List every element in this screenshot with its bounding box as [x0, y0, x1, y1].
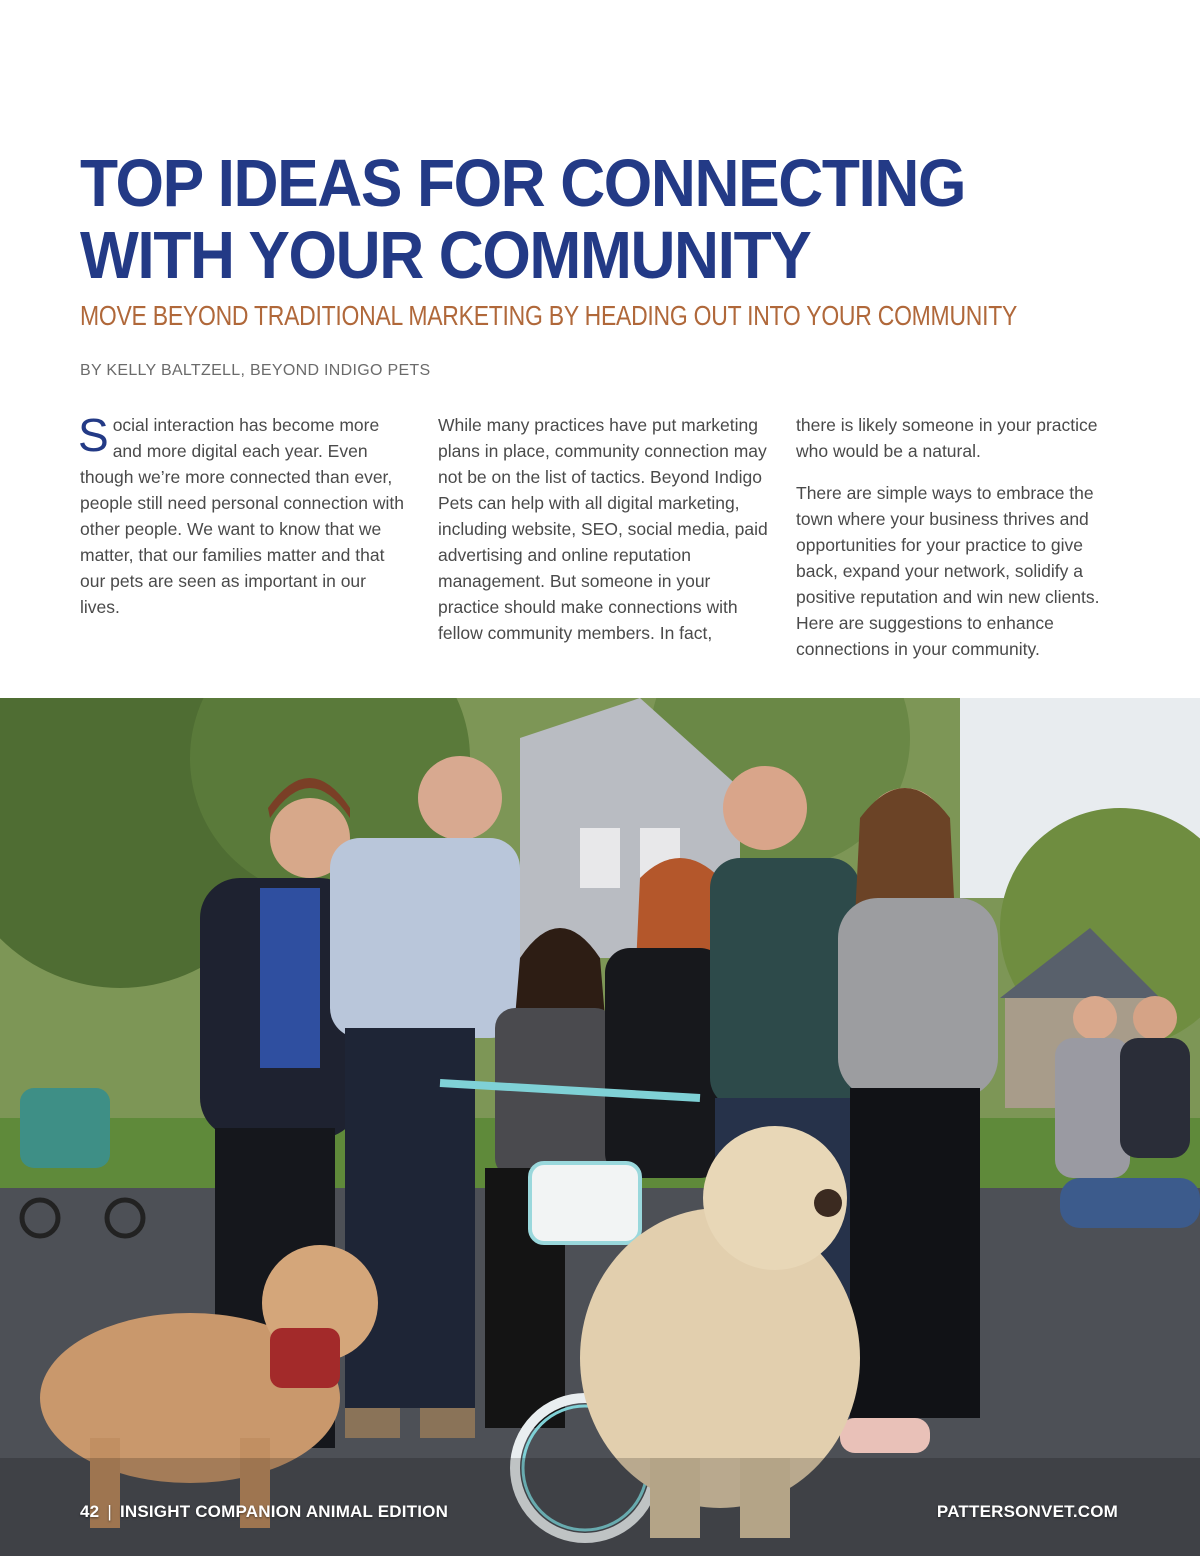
paragraph: there is likely someone in your practice who would be a natural.	[796, 415, 1098, 461]
text-column-3	[796, 412, 1126, 678]
title-line-2: WITH YOUR COMMUNITY	[80, 218, 811, 293]
article-subtitle: MOVE BEYOND TRADITIONAL MARKETING BY HEADING OUT INTO YOUR COMMUNITY	[80, 300, 1018, 331]
paragraph-text: ocial interaction has become more and more digital each year. Even though we’re more connected than ever, people still need personal connection with other people. We want to know that we matter, that our families matter and that our pets are seen as important in our lives.	[80, 415, 404, 617]
article-title	[80, 148, 1010, 292]
byline: BY KELLY BALTZELL, BEYOND INDIGO PETS	[80, 362, 431, 379]
text-column-2	[438, 412, 768, 662]
footer-separator: |	[107, 1502, 112, 1521]
title-line-1: TOP IDEAS FOR CONNECTING	[80, 146, 966, 221]
paragraph: There are simple ways to embrace the town where your business thrives and opportunities for your practice to give back, expand your network, solidify a positive reputation and win new clients. Here are suggestions to enhance connections in your community.	[796, 483, 1100, 659]
website-link[interactable]: PATTERSONVET.COM	[936, 1502, 1118, 1521]
page-number: 42	[80, 1502, 100, 1521]
paragraph	[78, 409, 410, 620]
page-footer-left	[80, 1502, 448, 1522]
text-column-1	[78, 409, 410, 636]
publication-name: INSIGHT COMPANION ANIMAL EDITION	[119, 1502, 449, 1521]
photo-illustration	[0, 698, 1200, 1556]
community-photo	[0, 698, 1200, 1556]
paragraph: While many practices have put marketing plans in place, community connection may not be on the list of tactics. Beyond Indigo Pets can help with all digital marketing, including website, SEO, social media, paid advertising and online reputation management. But someone in your practice should make connections with fellow community members. In fact,	[438, 415, 768, 643]
drop-cap: S	[78, 409, 109, 461]
house-window	[580, 828, 620, 888]
